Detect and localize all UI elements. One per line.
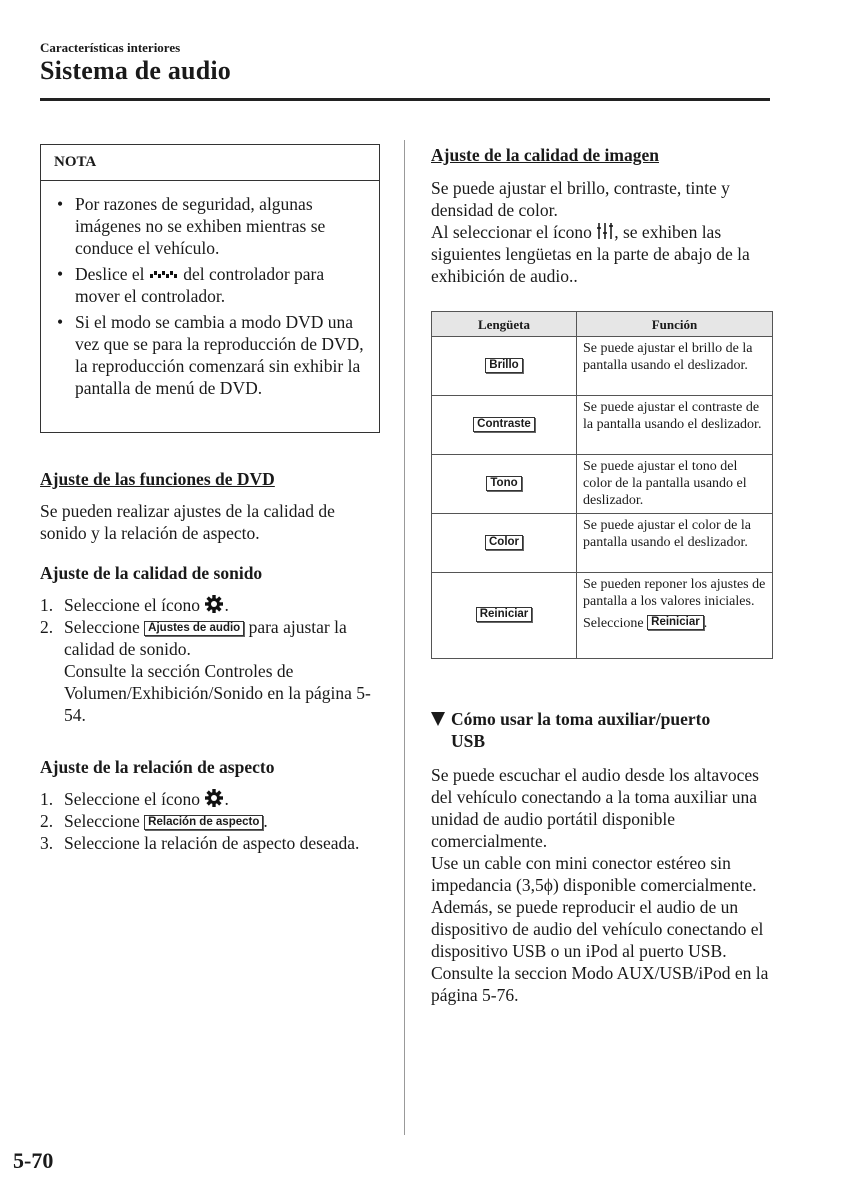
paragraph: Además, se puede reproducir el audio de un dispositivo de audio del vehículo conectando el dispositivo USB o un iPod al puerto USB. (431, 897, 764, 961)
step-text: para ajustar la calidad de sonido. (64, 617, 347, 659)
note-list (41, 181, 379, 399)
table-header-row (432, 312, 773, 337)
column-divider (404, 140, 405, 1135)
gear-icon (204, 594, 224, 614)
list-item: 1. Seleccione el ícono . (40, 595, 229, 615)
function-text: Se pueden reponer los ajustes de pantalla a los valores iniciales. (583, 577, 766, 609)
note-text: Si el modo se cambia a modo DVD una vez que se para la reproducción de DVD, la reproducción comenzará sin exhibir la pantalla de menú de DVD. (75, 312, 364, 398)
page-number: 5-70 (13, 1148, 54, 1173)
title-rule (40, 98, 770, 101)
function-text: Seleccione Reiniciar . (583, 616, 708, 631)
tab-cell (432, 455, 577, 514)
step-text: Seleccione el ícono (64, 789, 201, 809)
note-box (40, 144, 380, 433)
table-row (432, 396, 773, 455)
tabs-table (431, 311, 773, 659)
color-tab[interactable]: Color (485, 535, 523, 550)
sound-steps (40, 594, 380, 726)
reset-button[interactable]: Reiniciar (647, 615, 704, 630)
sound-heading: Ajuste de la calidad de sonido (40, 563, 263, 583)
step-number: 2. (40, 811, 54, 831)
tab-cell (432, 573, 577, 659)
section-label: Características interiores (40, 40, 181, 55)
page-title: Sistema de audio (40, 56, 232, 85)
audio-settings-button[interactable]: Ajustes de audio (144, 621, 244, 636)
note-bullet: • Deslice el del controlador para mover el controlador. (57, 264, 325, 306)
function-cell: Se puede ajustar el tono del color de la pantalla usando el deslizador. (577, 455, 773, 514)
list-item: 2. Seleccione Relación de aspecto . (40, 811, 268, 831)
aux-heading (431, 708, 776, 752)
step-number: 1. (40, 595, 54, 615)
contrast-tab[interactable]: Contraste (473, 417, 535, 432)
step-text: Seleccione la relación de aspecto deseada. (64, 833, 360, 853)
tab-cell (432, 514, 577, 573)
aspect-heading: Ajuste de la relación de aspecto (40, 757, 275, 777)
paragraph: Use un cable con mini conector estéreo sin impedancia (3,5ϕ) disponible comercialmente. (431, 853, 757, 895)
note-heading: NOTA (41, 145, 379, 181)
gear-icon (204, 788, 224, 808)
dvd-intro: Se pueden realizar ajustes de la calidad de sonido y la relación de aspecto. (40, 501, 335, 543)
function-cell: Se puede ajustar el color de la pantalla usando el deslizador. (577, 514, 773, 573)
image-intro-text: Al seleccionar el ícono (431, 222, 592, 242)
step-note: Consulte la sección Controles de Volumen/Exhibición/Sonido en la página 5-54. (64, 661, 371, 725)
paragraph: Se puede escuchar el audio desde los altavoces del vehículo conectando a la toma auxiliar una unidad de audio portátil disponible comercialmente. (431, 765, 759, 851)
table-row (432, 514, 773, 573)
controller-slide-icon (149, 268, 179, 279)
image-intro (431, 177, 776, 287)
note-text: del controlador para mover el controlador. (75, 264, 325, 306)
note-text: Por razones de seguridad, algunas imágenes no se exhiben mientras se conduce el vehículo. (75, 194, 326, 258)
step-number: 2. (40, 617, 54, 637)
aux-body (431, 764, 776, 1006)
list-item (40, 616, 380, 726)
image-intro-text: Se puede ajustar el brillo, contraste, tinte y densidad de color. (431, 178, 730, 220)
step-number: 1. (40, 789, 54, 809)
step-number: 3. (40, 833, 54, 853)
step-text: Seleccione (64, 811, 140, 831)
function-cell: Se puede ajustar el brillo de la pantalla usando el deslizador. (577, 337, 773, 396)
step-text: Seleccione (64, 617, 140, 637)
aspect-ratio-button[interactable]: Relación de aspecto (144, 815, 263, 830)
table-row (432, 337, 773, 396)
image-intro-text: , se exhiben las siguientes lengüetas en la parte de abajo de la exhibición de audio.. (431, 222, 750, 286)
triangle-down-icon (431, 712, 445, 726)
table-row (432, 455, 773, 514)
aspect-steps (40, 788, 380, 854)
paragraph: Consulte la seccion Modo AUX/USB/iPod en la página 5-76. (431, 963, 769, 1005)
brightness-tab[interactable]: Brillo (485, 358, 522, 373)
dvd-heading: Ajuste de las funciones de DVD (40, 469, 275, 489)
table-row (432, 573, 773, 659)
function-text: Seleccione (583, 616, 644, 631)
tab-cell (432, 337, 577, 396)
note-bullet: • Si el modo se cambia a modo DVD una vez que se para la reproducción de DVD, la reproducción comenzará sin exhibir la pantalla de menú de DVD. (57, 312, 364, 398)
tab-cell (432, 396, 577, 455)
step-text: Seleccione el ícono (64, 595, 201, 615)
list-item (40, 832, 380, 854)
slider-icon (596, 222, 614, 240)
function-cell: Se puede ajustar el contraste de la pantalla usando el deslizador. (577, 396, 773, 455)
function-cell (577, 573, 773, 659)
column-header: Función (577, 312, 773, 337)
column-header: Lengüeta (432, 312, 577, 337)
reset-tab[interactable]: Reiniciar (476, 607, 533, 622)
image-heading: Ajuste de la calidad de imagen (431, 145, 659, 165)
note-bullet: • Por razones de seguridad, algunas imágenes no se exhiben mientras se conduce el vehículo. (57, 194, 326, 258)
note-text: Deslice el (75, 264, 145, 284)
tone-tab[interactable]: Tono (486, 476, 521, 491)
aux-heading-text: Cómo usar la toma auxiliar/puerto (451, 709, 711, 729)
aux-heading-text: USB (451, 731, 486, 751)
list-item: 1. Seleccione el ícono . (40, 789, 229, 809)
